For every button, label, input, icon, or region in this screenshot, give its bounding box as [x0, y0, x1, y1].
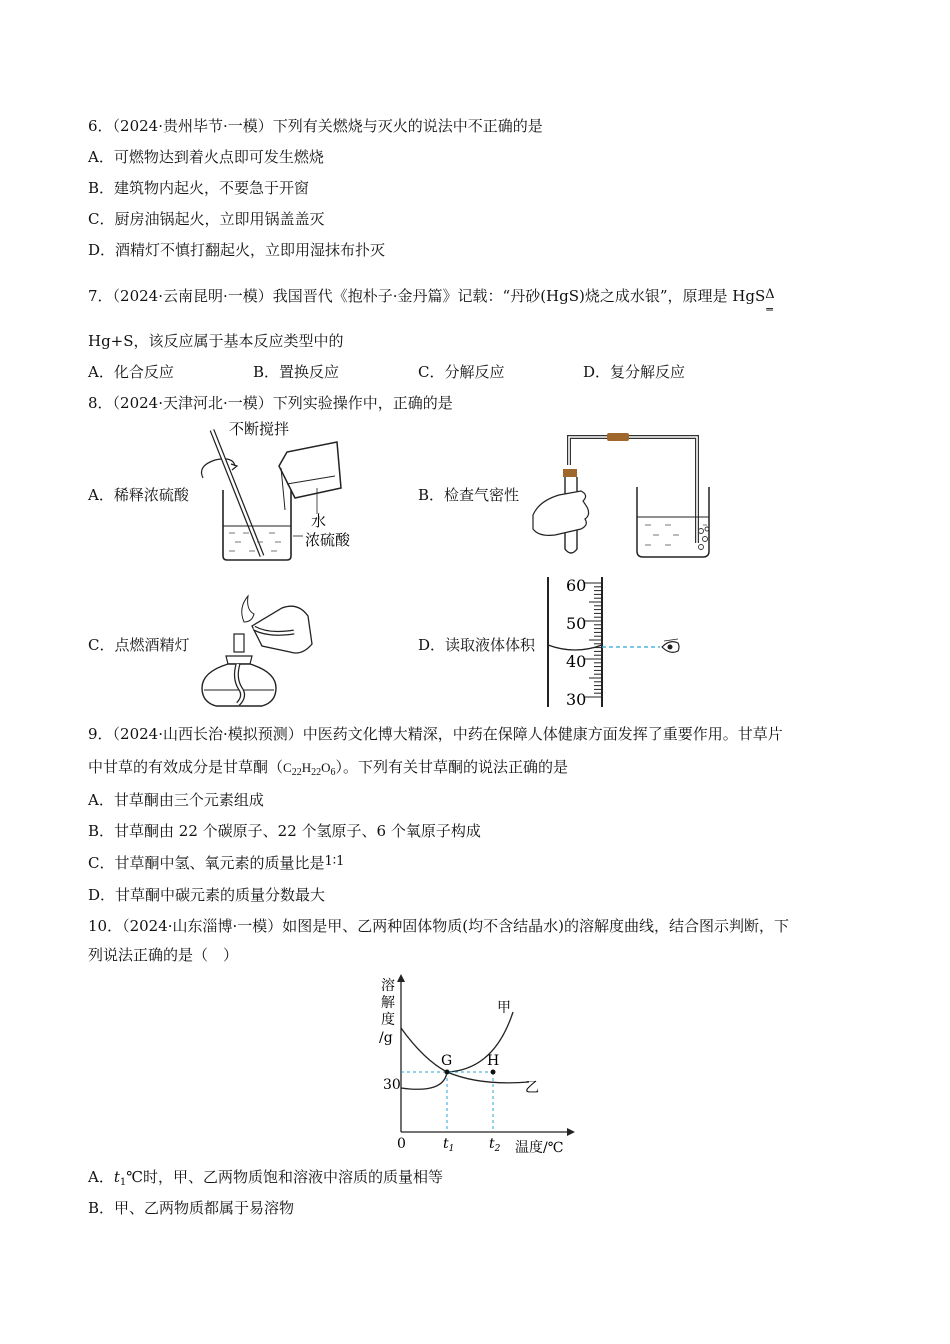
- figure-light-alcohol-lamp: [190, 592, 325, 710]
- q7-option-d: D．复分解反应: [583, 363, 686, 381]
- q8-option-a: A．稀释浓硫酸: [88, 486, 189, 504]
- q9-option-a: A．甘草酮由三个元素组成: [88, 791, 264, 809]
- fig-a-water-label: 水: [311, 512, 327, 530]
- fig-a-stir-label: 不断搅拌: [229, 420, 290, 438]
- chart-ylabel-2: 解: [381, 995, 395, 1011]
- chart-origin: 0: [397, 1136, 406, 1152]
- fig-d-tick-60: 60: [566, 576, 587, 595]
- chart-point-G: [445, 1070, 450, 1075]
- q7-options: [88, 362, 888, 382]
- solubility-chart: [375, 972, 585, 1160]
- fig-d-tick-40: 40: [566, 652, 587, 671]
- q6-stem: 6．（2024·贵州毕节·一模）下列有关燃烧与灭火的说法中不正确的是: [88, 117, 543, 135]
- chart-ylabel-1: 溶: [381, 978, 395, 994]
- q10-stem-2: 列说法正确的是（ ）: [88, 946, 239, 964]
- q7-stem-text: 7．（2024·云南昆明·一模）我国晋代《抱朴子·金丹篇》记载：“丹砂(HgS)烧之成水银”，原理是 HgS: [88, 287, 766, 305]
- chart-point-label-H: H: [487, 1053, 500, 1069]
- q10-option-a-text: ℃时，甲、乙两物质饱和溶液中溶质的质量相等: [126, 1168, 444, 1186]
- q8-option-d: D．读取液体体积: [418, 636, 536, 654]
- chart-series-line-0: [401, 1012, 513, 1089]
- q9-stem-2: [88, 757, 568, 783]
- chart-point-label-G: G: [441, 1053, 453, 1069]
- q10-option-a: [88, 1167, 443, 1193]
- chart-series-label-1: 乙: [525, 1080, 539, 1096]
- chart-ylabel-3: 度: [381, 1012, 395, 1028]
- figure-dilute-acid: [195, 418, 365, 563]
- q8-option-b: B．检查气密性: [418, 486, 520, 504]
- chart-x-tick-t2: $t_2$: [489, 1136, 501, 1154]
- q6-option-d: D．酒精灯不慎打翻起火，立即用湿抹布扑灭: [88, 241, 386, 259]
- q10-option-a-sub: 1: [119, 1177, 127, 1188]
- q9-stem-2a: 中甘草的有效成分是甘草酮（: [88, 758, 284, 776]
- q7-option-c: C．分解反应: [418, 363, 505, 381]
- figure-read-cylinder: [540, 575, 690, 710]
- chart-series-line-1: [401, 1028, 529, 1083]
- q9-option-b: B．甘草酮由 22 个碳原子、22 个氢原子、6 个氧原子构成: [88, 822, 481, 840]
- chart-y-tick-30: 30: [383, 1077, 401, 1093]
- q8-option-c: C．点燃酒精灯: [88, 636, 190, 654]
- q8-stem: 8．（2024·天津河北·一模）下列实验操作中，正确的是: [88, 394, 453, 412]
- chart-xlabel: 温度/℃: [515, 1140, 564, 1156]
- chart-x-tick-t1: $t_1$: [443, 1136, 455, 1154]
- q7-delta: Δ: [765, 287, 775, 302]
- q6-option-b: B．建筑物内起火，不要急于开窗: [88, 179, 310, 197]
- q9-ratio: 1∶1: [324, 854, 345, 869]
- fig-d-tick-50: 50: [566, 614, 587, 633]
- q9-option-d: D．甘草酮中碳元素的质量分数最大: [88, 886, 326, 904]
- chart-point-H: [491, 1070, 496, 1075]
- q6-option-c: C．厨房油锅起火，立即用锅盖盖灭: [88, 210, 325, 228]
- q9-option-c-text: C．甘草酮中氢、氧元素的质量比是: [88, 854, 325, 872]
- q9-option-c: [88, 853, 344, 875]
- chart-ylabel-4: /g: [379, 1030, 393, 1046]
- q7-stem-2: Hg+S，该反应属于基本反应类型中的: [88, 332, 344, 350]
- q10-option-a-prefix: A．: [88, 1168, 114, 1186]
- q10-option-a-t: t: [113, 1168, 120, 1186]
- q7-option-a: A．化合反应: [88, 363, 174, 381]
- figure-airtightness: [525, 425, 715, 565]
- q7-stem: 7．（2024·云南昆明·一模）我国晋代《抱朴子·金丹篇》记载：“丹砂(HgS)烧之成水银”，原理是 HgS Δ ═: [88, 287, 775, 316]
- fig-d-tick-30: 30: [566, 690, 587, 709]
- q10-option-b: B．甲、乙两物质都属于易溶物: [88, 1199, 295, 1217]
- q10-stem: 10．（2024·山东淄博·一模）如图是甲、乙两种固体物质(均不含结晶水)的溶解度曲线，结合图示判断，下: [88, 917, 790, 935]
- chart-series-label-0: 甲: [497, 1000, 511, 1016]
- q7-option-b: B．置换反应: [253, 363, 340, 381]
- q6-option-a: A．可燃物达到着火点即可发生燃烧: [88, 148, 324, 166]
- q9-formula: $C_{22}H_{22}O_6$: [283, 760, 336, 778]
- q9-stem: 9．（2024·山西长治·模拟预测）中医药文化博大精深，中药在保障人体健康方面发挥了重要作用。甘草片: [88, 725, 783, 743]
- q9-stem-2b: ）。下列有关甘草酮的说法正确的是: [335, 758, 568, 776]
- fig-a-acid-label: 浓硫酸: [305, 531, 351, 549]
